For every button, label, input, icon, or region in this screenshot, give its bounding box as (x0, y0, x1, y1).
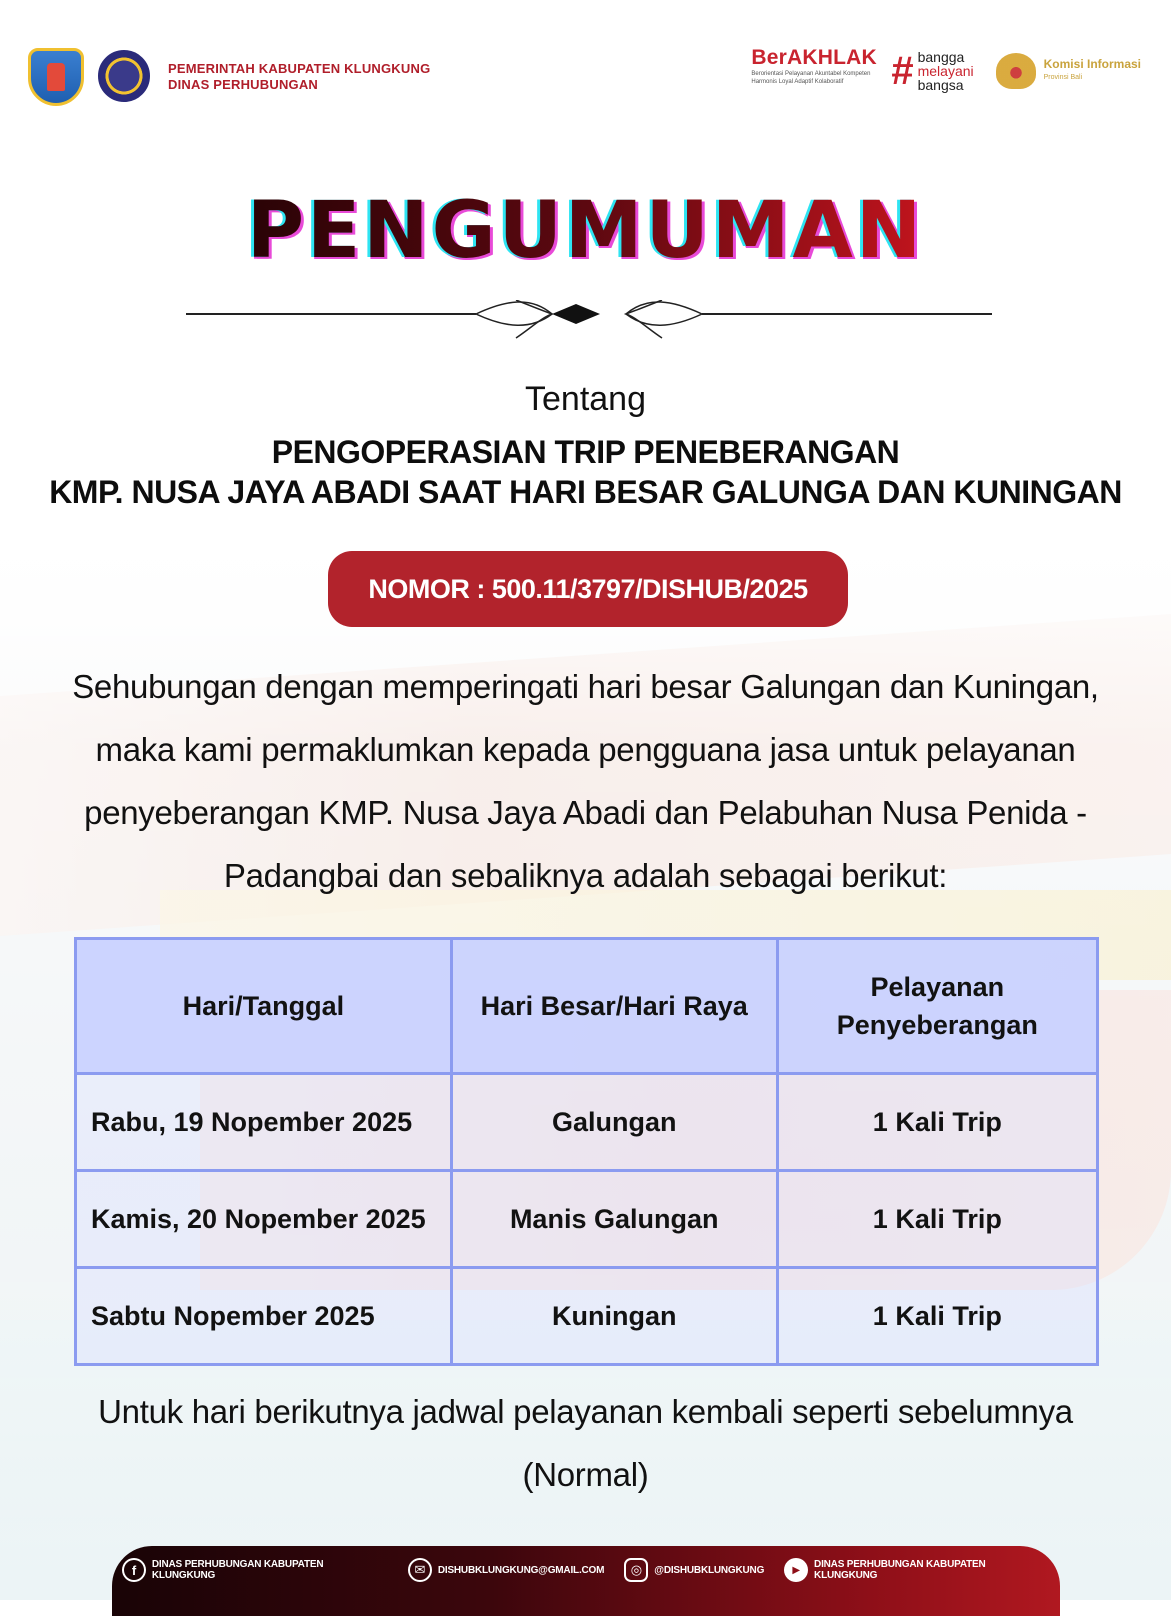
announcement-title: PENGUMUMAN (246, 186, 925, 276)
social-footer-bar (112, 1546, 1060, 1616)
berakhlak-text: BerAKHLAK (751, 46, 877, 69)
komisi-informasi-logo (1044, 58, 1141, 84)
hashtag-icon: # (891, 49, 914, 93)
cell-service: 1 Kali Trip (777, 1171, 1097, 1268)
table-row (76, 1074, 1098, 1171)
subject-line-2: KMP. NUSA JAYA ABADI SAAT HARI BESAR GALUNGA DAN KUNINGAN (49, 474, 1122, 510)
cell-service: 1 Kali Trip (777, 1074, 1097, 1171)
email-icon: ✉ (408, 1558, 432, 1582)
cell-holiday: Galungan (451, 1074, 777, 1171)
bangga-word-1: bangga (917, 49, 965, 65)
youtube-link[interactable] (784, 1558, 1050, 1582)
email-label: DISHUBKLUNGKUNG@GMAIL.COM (437, 1564, 605, 1576)
facebook-label: DINAS PERHUBUNGAN KABUPATEN KLUNGKUNG (151, 1559, 324, 1581)
dishub-logo-icon (96, 48, 154, 106)
cell-service: 1 Kali Trip (777, 1268, 1097, 1365)
garuda-icon (992, 47, 1040, 95)
ornament-divider-icon (186, 300, 992, 340)
klungkung-logo-icon (24, 44, 88, 110)
table-row (76, 1268, 1098, 1365)
instagram-label: @DISHUBKLUNGKUNG (654, 1564, 765, 1576)
instagram-icon: ◎ (624, 1558, 648, 1582)
announcement-paragraph: Sehubungan dengan memperingati hari besar Galungan dan Kuningan, maka kami permaklumkan kepada pengguana jasa untuk pelayanan penyeberangan KMP. Nusa Jaya Abadi dan Pelabuhan Nusa Penida - Padangbai dan sebaliknya adalah sebagai berikut: (72, 668, 1099, 894)
bangga-word-2: melayani (917, 63, 974, 79)
header-date: Hari/Tanggal (76, 939, 452, 1074)
header-service: Pelayanan Penyeberangan (777, 939, 1097, 1074)
berakhlak-sub-1: Berorientasi Pelayanan Akuntabel Kompeten (751, 71, 871, 77)
table-header-row (76, 939, 1098, 1074)
closing-note: Untuk hari berikutnya jadwal pelayanan kembali seperti sebelumnya (Normal) (98, 1393, 1073, 1493)
berakhlak-logo (751, 46, 879, 96)
youtube-label: DINAS PERHUBUNGAN KABUPATEN KLUNGKUNG (814, 1559, 986, 1581)
komisi-sub: Provinsi Bali (1043, 74, 1083, 81)
document-number-badge: NOMOR : 500.11/3797/DISHUB/2025 (328, 551, 848, 627)
org-name (168, 61, 430, 93)
header-badges (751, 46, 1141, 96)
tentang-label: Tentang (525, 380, 646, 418)
cell-holiday: Manis Galungan (451, 1171, 777, 1268)
facebook-link[interactable] (122, 1558, 388, 1582)
header-org (24, 44, 430, 110)
berakhlak-sub-2: Harmonis Loyal Adaptif Kolaboratif (751, 79, 844, 85)
schedule-table (74, 937, 1099, 1366)
header-holiday: Hari Besar/Hari Raya (451, 939, 777, 1074)
cell-date: Kamis, 20 Nopember 2025 (76, 1171, 452, 1268)
bangga-melayani-logo (891, 50, 973, 92)
cell-date: Sabtu Nopember 2025 (76, 1268, 452, 1365)
org-line-2: DINAS PERHUBUNGAN (168, 77, 319, 92)
cell-date: Rabu, 19 Nopember 2025 (76, 1074, 452, 1171)
subject-line-1: PENGOPERASIAN TRIP PENEBERANGAN (271, 434, 900, 470)
table-row (76, 1171, 1098, 1268)
org-line-1: PEMERINTAH KABUPATEN KLUNGKUNG (168, 61, 431, 76)
komisi-text: Komisi Informasi (1043, 57, 1141, 71)
bangga-word-3: bangsa (917, 77, 964, 93)
cell-holiday: Kuningan (451, 1268, 777, 1365)
email-link[interactable] (408, 1558, 604, 1582)
announcement-subject (40, 432, 1131, 512)
youtube-icon: ▶ (784, 1558, 808, 1582)
instagram-link[interactable] (624, 1558, 764, 1582)
facebook-icon: f (122, 1558, 146, 1582)
